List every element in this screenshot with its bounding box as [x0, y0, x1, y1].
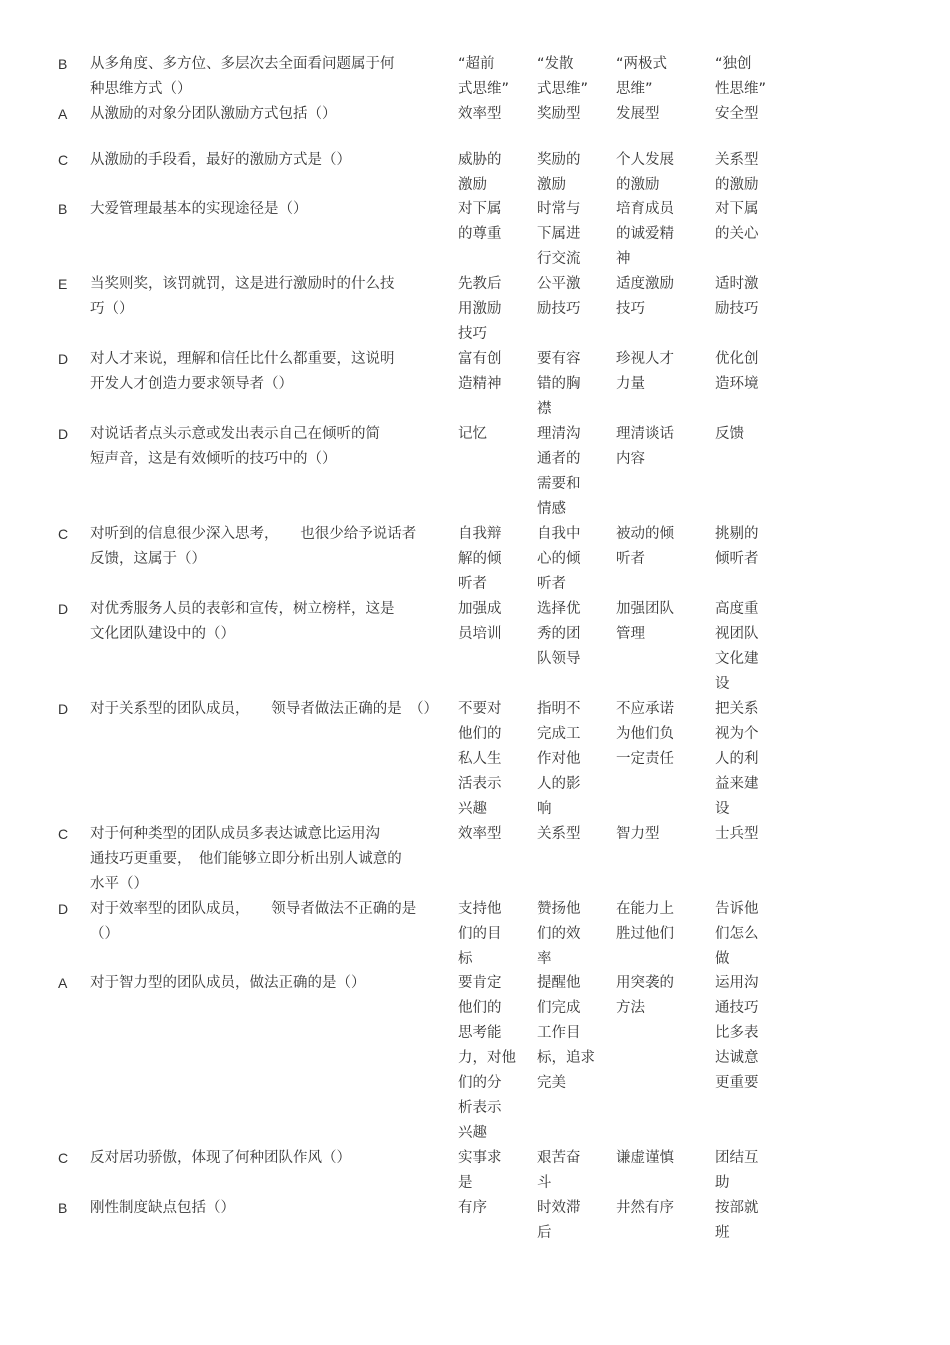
- option-d: 挑剔的 倾听者: [715, 526, 759, 567]
- answer-letter: D: [58, 351, 69, 367]
- option-d: 优化创 造环境: [715, 351, 759, 392]
- option-c: 个人发展 的激励: [616, 152, 674, 193]
- question-text: 对优秀服务人员的表彰和宣传，树立榜样，这是 文化团队建设中的（）: [90, 601, 395, 642]
- option-b: 奖励型: [537, 106, 581, 122]
- option-c: 适度激励 技巧: [616, 276, 674, 317]
- option-a: 不要对 他们的 私人生 活表示 兴趣: [458, 701, 502, 817]
- question-text: 从激励的对象分团队激励方式包括（）: [90, 106, 337, 122]
- option-a: 实事求 是: [458, 1150, 502, 1191]
- question-text: 从激励的手段看，最好的激励方式是（）: [90, 152, 351, 168]
- option-c: 加强团队 管理: [616, 601, 674, 642]
- option-c: 珍视人才 力量: [616, 351, 674, 392]
- option-a: 先教后 用激励 技巧: [458, 276, 502, 342]
- option-c: 被动的倾 听者: [616, 526, 674, 567]
- option-c: 培育成员 的诚爱精 神: [616, 201, 674, 267]
- question-text: 对于效率型的团队成员， 领导者做法不正确的是 （）: [90, 901, 417, 942]
- option-c: 发展型: [616, 106, 660, 122]
- option-a: 自我辩 解的倾 听者: [458, 526, 502, 592]
- question-text: 从多角度、多方位、多层次去全面看问题属于何 种思维方式（）: [90, 56, 395, 97]
- answer-letter: C: [58, 152, 69, 168]
- option-d: 对下属 的关心: [715, 201, 759, 242]
- answer-letter: B: [58, 56, 68, 72]
- answer-letter: C: [58, 1150, 69, 1166]
- answer-letter: A: [58, 975, 68, 991]
- answer-letter: D: [58, 701, 69, 717]
- option-b: 自我中 心的倾 听者: [537, 526, 581, 592]
- answer-letter: E: [58, 276, 68, 292]
- option-c: 谦虚谨慎: [616, 1150, 674, 1166]
- question-text: 当奖则奖，该罚就罚，这是进行激励时的什么技 巧（）: [90, 276, 395, 317]
- answer-letter: D: [58, 426, 69, 442]
- option-a: 威胁的 激励: [458, 152, 502, 193]
- option-d: 关系型 的激励: [715, 152, 759, 193]
- option-d: 反馈: [715, 426, 744, 442]
- option-b: 赞扬他 们的效 率: [537, 901, 581, 967]
- option-d: 士兵型: [715, 826, 759, 842]
- option-a: 要肯定 他们的 思考能 力，对他 们的分 析表示 兴趣: [458, 975, 516, 1141]
- answer-letter: A: [58, 106, 68, 122]
- option-b: 选择优 秀的团 队领导: [537, 601, 581, 667]
- option-a: “超前 式思维”: [458, 56, 510, 97]
- option-d: “独创 性思维”: [715, 56, 767, 97]
- option-c: “两极式 思维”: [616, 56, 668, 97]
- answer-letter: B: [58, 201, 68, 217]
- option-b: 指明不 完成工 作对他 人的影 响: [537, 701, 581, 817]
- option-d: 高度重 视团队 文化建 设: [715, 601, 759, 692]
- option-d: 把关系 视为个 人的利 益来建 设: [715, 701, 759, 817]
- option-b: 时效滞 后: [537, 1200, 581, 1241]
- option-d: 安全型: [715, 106, 759, 122]
- question-text: 对听到的信息很少深入思考， 也很少给予说话者 反馈，这属于（）: [90, 526, 417, 567]
- option-b: 关系型: [537, 826, 581, 842]
- option-b: “发散 式思维”: [537, 56, 589, 97]
- option-c: 理清谈话 内容: [616, 426, 674, 467]
- option-d: 告诉他 们怎么 做: [715, 901, 759, 967]
- option-a: 对下属 的尊重: [458, 201, 502, 242]
- question-text: 对于关系型的团队成员， 领导者做法正确的是 （）: [90, 701, 438, 717]
- option-d: 适时激 励技巧: [715, 276, 759, 317]
- answer-letter: D: [58, 901, 69, 917]
- option-b: 公平激 励技巧: [537, 276, 581, 317]
- answer-letter: C: [58, 826, 69, 842]
- answer-letter: B: [58, 1200, 68, 1216]
- question-text: 对于智力型的团队成员，做法正确的是（）: [90, 975, 366, 991]
- question-text: 大爱管理最基本的实现途径是（）: [90, 201, 308, 217]
- option-b: 艰苦奋 斗: [537, 1150, 581, 1191]
- answer-letter: C: [58, 526, 69, 542]
- option-d: 按部就 班: [715, 1200, 759, 1241]
- option-a: 富有创 造精神: [458, 351, 502, 392]
- option-c: 用突袭的 方法: [616, 975, 674, 1016]
- option-a: 有序: [458, 1200, 487, 1216]
- option-b: 理清沟 通者的 需要和 情感: [537, 426, 581, 517]
- option-a: 记忆: [458, 426, 487, 442]
- option-c: 不应承诺 为他们负 一定责任: [616, 701, 674, 767]
- option-a: 效率型: [458, 106, 502, 122]
- option-c: 智力型: [616, 826, 660, 842]
- option-a: 支持他 们的目 标: [458, 901, 502, 967]
- option-c: 井然有序: [616, 1200, 674, 1216]
- answer-letter: D: [58, 601, 69, 617]
- option-b: 奖励的 激励: [537, 152, 581, 193]
- question-text: 对说话者点头示意或发出表示自己在倾听的简 短声音，这是有效倾听的技巧中的（）: [90, 426, 380, 467]
- question-text: 对人才来说，理解和信任比什么都重要，这说明 开发人才创造力要求领导者（）: [90, 351, 395, 392]
- question-text: 对于何种类型的团队成员多表达诚意比运用沟 通技巧更重要， 他们能够立即分析出别人诚意的 水平（）: [90, 826, 402, 892]
- option-d: 团结互 助: [715, 1150, 759, 1191]
- option-b: 要有容 错的胸 襟: [537, 351, 581, 417]
- question-text: 刚性制度缺点包括（）: [90, 1200, 235, 1216]
- option-d: 运用沟 通技巧 比多表 达诚意 更重要: [715, 975, 759, 1091]
- question-text: 反对居功骄傲，体现了何种团队作风（）: [90, 1150, 351, 1166]
- option-a: 加强成 员培训: [458, 601, 502, 642]
- option-a: 效率型: [458, 826, 502, 842]
- option-b: 提醒他 们完成 工作目 标，追求 完美: [537, 975, 595, 1091]
- option-b: 时常与 下属进 行交流: [537, 201, 581, 267]
- option-c: 在能力上 胜过他们: [616, 901, 674, 942]
